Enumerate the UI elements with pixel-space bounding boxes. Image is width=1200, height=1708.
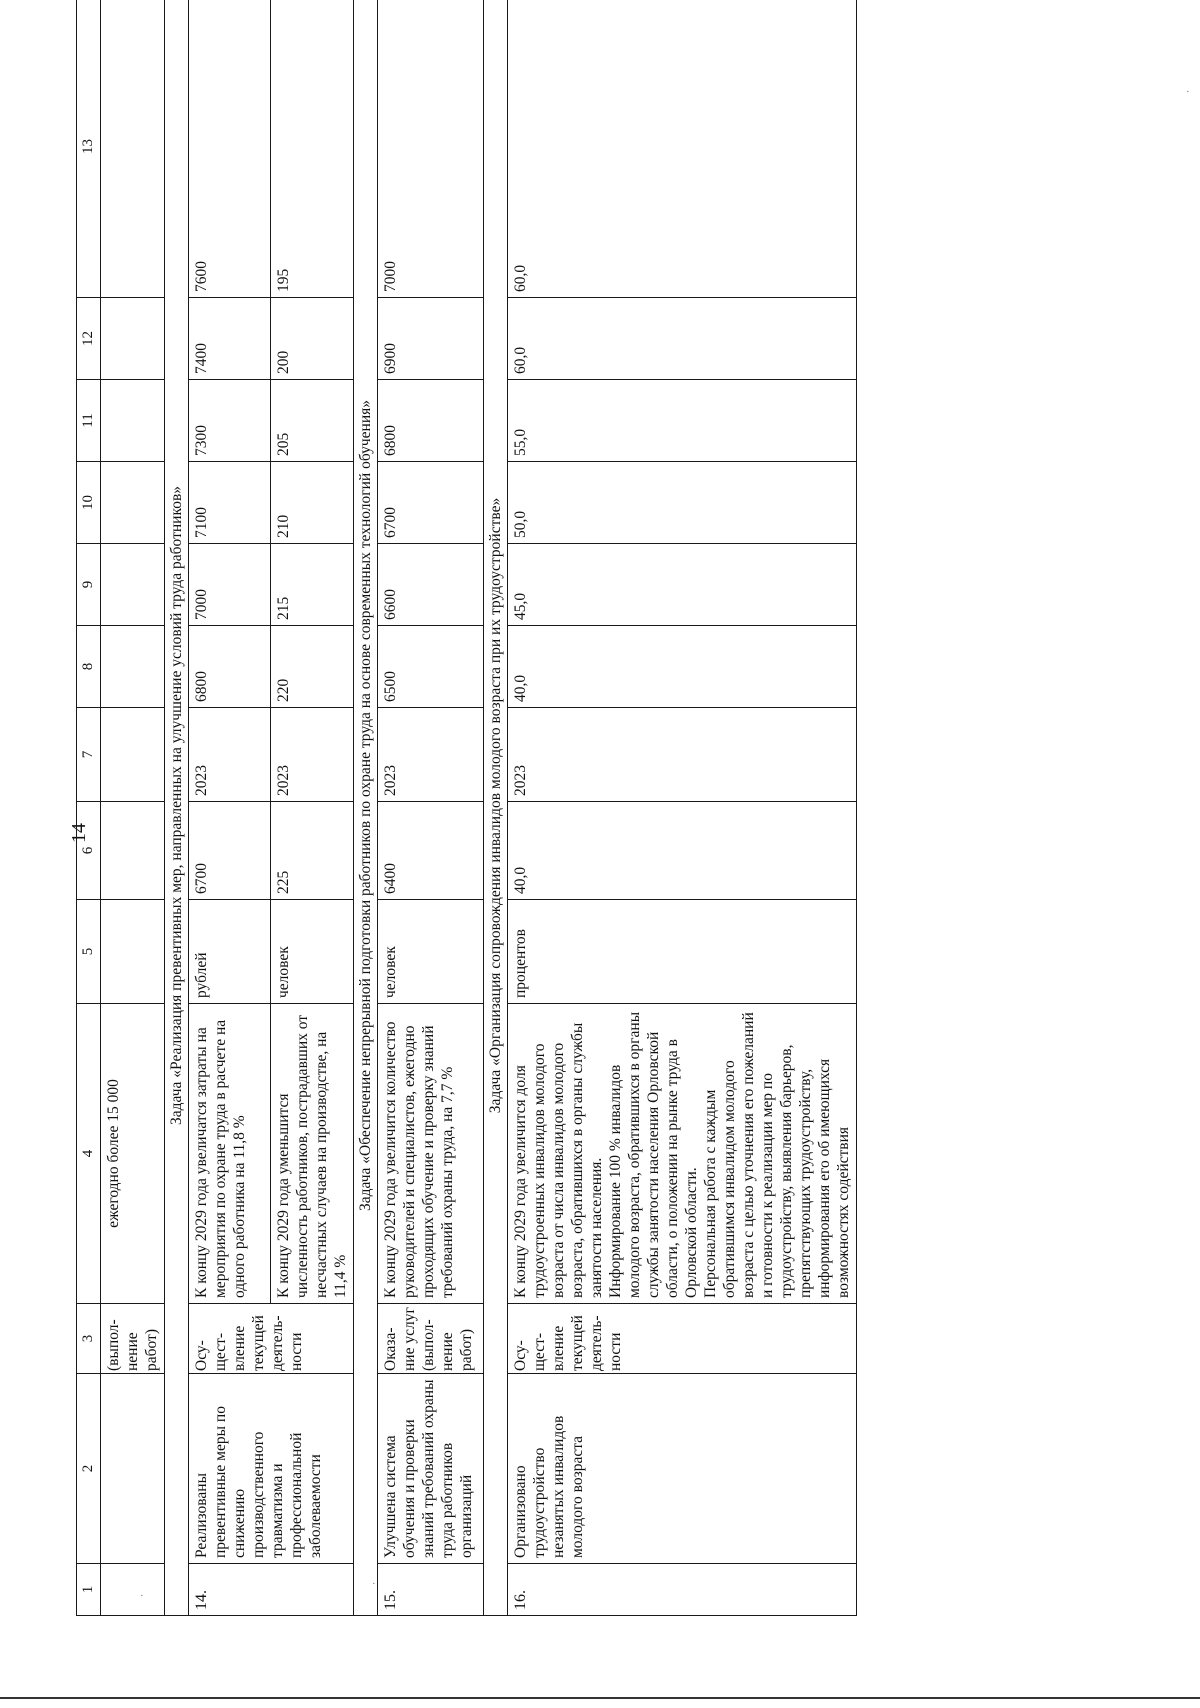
header-row	[77, 0, 101, 1616]
header-cell: 13	[77, 0, 101, 298]
scan-speck: ·	[372, 1578, 376, 1590]
header-cell: 7	[77, 708, 101, 802]
value: 215	[271, 544, 354, 626]
header-cell: 11	[77, 380, 101, 462]
value: 60,0	[508, 0, 857, 298]
result-description: Реализованы превентивные меры по снижению производственного травматизма и профессиональной заболеваемости	[189, 1374, 354, 1564]
value: 40,0	[508, 626, 857, 708]
value: 210	[271, 462, 354, 544]
base-value: 6700	[189, 802, 271, 900]
value: 7600	[189, 0, 271, 298]
header-cell: 12	[77, 298, 101, 380]
header-cell: 1	[77, 1564, 101, 1616]
indicator-text	[508, 1004, 857, 1304]
task-heading-row	[484, 0, 508, 1616]
activity-type: Оказа-ние услуг (выпол-нение работ)	[378, 1304, 484, 1374]
base-value: 6400	[378, 802, 484, 900]
header-cell: 6	[77, 802, 101, 900]
table-row-14-a	[189, 0, 271, 1616]
value: 7400	[189, 298, 271, 380]
base-year: 2023	[378, 708, 484, 802]
value: 7100	[189, 462, 271, 544]
value: 60,0	[508, 298, 857, 380]
value: 220	[271, 626, 354, 708]
value: 6500	[378, 626, 484, 708]
result-description: Организовано трудоустройство незанятых инвалидов молодого возраста	[508, 1374, 857, 1564]
value: 6900	[378, 298, 484, 380]
row-number: 16.	[508, 1564, 857, 1616]
task-heading-row	[165, 0, 189, 1616]
value: 6700	[378, 462, 484, 544]
indicator-text: К концу 2029 года уменьшится численность работников, пострадавших от несчастных случаев на производстве, на 11,4 %	[271, 1004, 354, 1304]
activity-type: Осу-щест-вление текущей деятель-ности	[189, 1304, 354, 1374]
header-cell: 2	[77, 1374, 101, 1564]
indicator-paragraph: Персональная работа с каждым обратившимся инвалидом молодого возраста с целью уточнения его пожеланий и готовности к реализации мер по трудоустройству, выявления барьеров, препятствующих трудоустройству, информирования его об имеющихся возможностях содействия	[702, 1012, 852, 1298]
indicator-paragraph: Информирование 100 % инвалидов молодого возраста, обратившихся в органы службы занятости населения Орловской области, о положении на рынке труда в Орловской области.	[607, 1011, 700, 1298]
scan-speck: ·	[1186, 86, 1190, 98]
base-year: 2023	[189, 708, 271, 802]
activity-type: (выпол-нение работ)	[101, 1304, 165, 1374]
base-year: 2023	[508, 708, 857, 802]
value: 55,0	[508, 380, 857, 462]
value: 195	[271, 0, 354, 298]
value: 200	[271, 298, 354, 380]
bottom-edge-line	[0, 1697, 1200, 1699]
table-row-15	[378, 0, 484, 1616]
value: 205	[271, 380, 354, 462]
header-cell: 8	[77, 626, 101, 708]
value: 6800	[189, 626, 271, 708]
value: 45,0	[508, 544, 857, 626]
value: 7000	[378, 0, 484, 298]
value: 7300	[189, 380, 271, 462]
unit: человек	[271, 900, 354, 1004]
header-cell: 10	[77, 462, 101, 544]
value: 6600	[378, 544, 484, 626]
header-cell: 5	[77, 900, 101, 1004]
base-value: 225	[271, 802, 354, 900]
indicator-text: К концу 2029 года увеличится количество руководителей и специалистов, ежегодно проходящих обучение и проверку знаний требований охраны труда, на 7,7 %	[378, 1004, 484, 1304]
task-heading: Задача «Обеспечение непрерывной подготовки работников по охране труда на основе современных технологий обучения»	[354, 0, 378, 1616]
value: 50,0	[508, 462, 857, 544]
scan-speck: ·	[140, 1590, 144, 1602]
row-number: 15.	[378, 1564, 484, 1616]
row-number: 14.	[189, 1564, 354, 1616]
value: 6800	[378, 380, 484, 462]
task-heading-row	[354, 0, 378, 1616]
task-heading: Задача «Организация сопровождения инвалидов молодого возраста при их трудоустройстве»	[484, 0, 508, 1616]
base-year: 2023	[271, 708, 354, 802]
indicator-text: К концу 2029 года увеличатся затраты на мероприятия по охране труда в расчете на одного работника на 11,8 %	[189, 1004, 271, 1304]
continuation-row	[101, 0, 165, 1616]
indicator-text: ежегодно более 15 000	[101, 1004, 165, 1304]
activity-type: Осу-щест-вление текущей деятель-ности	[508, 1304, 857, 1374]
unit: человек	[378, 900, 484, 1004]
header-cell: 9	[77, 544, 101, 626]
page-number: 14	[68, 823, 90, 843]
result-description: Улучшена система обучения и проверки знаний требований охраны труда работников организаций	[378, 1374, 484, 1564]
value: 7000	[189, 544, 271, 626]
results-table	[76, 0, 857, 1616]
task-heading: Задача «Реализация превентивных мер, направленных на улучшение условий труда работников»	[165, 0, 189, 1616]
unit: рублей	[189, 900, 271, 1004]
header-cell: 4	[77, 1004, 101, 1304]
header-cell: 3	[77, 1304, 101, 1374]
table-row-16	[508, 0, 857, 1616]
unit: процентов	[508, 900, 857, 1004]
base-value: 40,0	[508, 802, 857, 900]
indicator-paragraph: К концу 2029 года увеличится доля трудоустроенных инвалидов молодого возраста от числа инвалидов молодого возраста, обратившихся в органы службы занятости населения.	[512, 1022, 605, 1298]
